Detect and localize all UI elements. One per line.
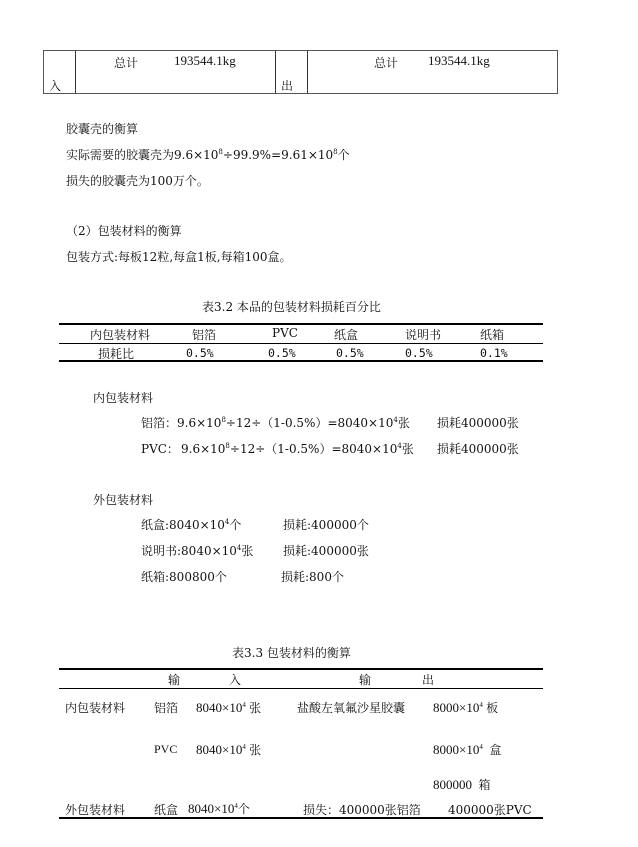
unit: 张 [397,416,410,430]
carton-loss: 损耗:800个 [281,570,344,584]
exponent: 8 [225,442,230,450]
table-3-3-caption: 表3.3 包装材料的衡算 [232,646,351,660]
table-rule [59,688,543,689]
exponent: 4 [242,743,246,751]
data-cell: 0.1% [480,346,508,360]
r1-item: 铝箔 [154,701,179,715]
value: 8040×10 [196,742,243,757]
pvc-label: PVC： [141,442,179,456]
exponent: 4 [242,701,246,709]
foil-label: 铝箔： [141,416,178,430]
exponent: 8 [218,148,223,156]
unit: 张 [401,442,414,456]
data-cell: 0.5% [405,346,433,360]
output-total-label: 总计 [374,56,399,70]
r2-item: PVC [154,742,178,756]
carton-quantity: 纸箱:800800个 [141,570,227,584]
data-cell: 0.5% [268,346,296,360]
exponent: 4 [234,802,238,810]
formula-part: ÷12÷（1-0.5%）=8040×10 [229,442,398,456]
formula-part: 9.6×10 [177,416,222,430]
leaflet-loss: 损耗:400000张 [283,544,369,558]
formula-part: 9.6×10 [181,442,226,456]
leaflet-value: 说明书:8040×10 [141,544,237,558]
value: 8040×10 [196,700,243,715]
capsule-heading: 胶囊壳的衡算 [66,122,139,136]
exponent: 4 [393,416,398,424]
exponent: 4 [397,442,402,450]
packaging-heading: （2）包装材料的衡算 [66,224,182,238]
r4-value [188,800,250,817]
r4-loss-2: 400000张PVC [448,803,532,817]
box-value: 纸盒:8040×10 [141,518,225,532]
data-cell: 0.5% [336,346,364,360]
data-cell: 0.5% [186,346,214,360]
r1-product: 盐酸左氧氟沙星胶囊 [297,701,406,715]
r4-category: 外包装材料 [65,803,126,817]
r1-out-value [433,699,498,716]
capsule-line-1-suffix: 个 [337,148,350,162]
r4-item: 纸盒 [154,803,179,817]
header-output-1: 输 [359,673,372,687]
value: 8040×10 [188,801,235,816]
r1-category: 内包装材料 [65,701,126,715]
r1-value [196,699,261,716]
header-input-2: 入 [229,673,242,687]
exponent: 4 [479,701,483,709]
foil-calculation [141,414,410,431]
header-input-1: 输 [168,673,181,687]
r2-value [196,741,261,758]
exponent: 4 [479,743,483,751]
table-rule [59,323,543,325]
exponent: 4 [236,544,242,552]
table-rule [59,343,543,344]
exponent: 8 [333,148,338,156]
formula-part: ÷12÷（1-0.5%）=8040×10 [225,416,394,430]
unit: 板 [486,701,499,715]
output-total-value: 193544.1kg [428,53,490,68]
value: 800000 [433,777,472,792]
capsule-line-1-mid: ÷99.9%=9.61×10 [222,148,334,162]
table-rule [59,668,543,670]
unit: 盒 [489,743,502,757]
unit: 张 [249,743,262,757]
unit: 个 [237,802,250,816]
balance-total-table [43,50,558,94]
box-quantity [141,516,241,533]
capsule-line-1-prefix: 实际需要的胶囊壳为9.6×10 [66,148,219,162]
r2-out-value [433,741,501,758]
pvc-calculation [141,440,414,457]
inner-packaging-heading: 内包装材料 [93,391,154,405]
foil-loss: 损耗400000张 [437,416,519,430]
table-divider [75,51,76,93]
unit: 个 [229,518,242,532]
data-cell: 损耗比 [98,347,135,361]
header-cell: 说明书 [405,328,442,342]
table-divider [275,51,276,93]
r3-out-value [433,776,491,793]
input-label: 入 [49,79,62,93]
pvc-loss: 损耗400000张 [437,442,519,456]
outer-packaging-heading: 外包装材料 [93,493,154,507]
table-divider [307,51,308,93]
header-cell: 纸盒 [334,328,359,342]
input-total-label: 总计 [114,56,139,70]
packaging-method: 包装方式:每板12粒,每盒1板,每箱100盒。 [66,250,292,264]
capsule-line-2: 损失的胶囊壳为100万个。 [66,174,209,188]
header-output-2: 出 [422,673,435,687]
output-label: 出 [281,79,294,93]
header-cell: PVC [272,326,298,340]
unit: 张 [249,701,262,715]
value: 8000×10 [433,742,480,757]
exponent: 4 [224,518,230,526]
r4-loss: 损失：400000张铝箔 [303,803,421,817]
value: 8000×10 [433,700,480,715]
unit: 箱 [478,778,491,792]
leaflet-quantity [141,542,253,559]
header-cell: 内包装材料 [90,328,151,342]
exponent: 8 [221,416,226,424]
box-loss: 损耗:400000个 [283,518,369,532]
capsule-line-1 [66,146,350,163]
header-cell: 纸箱 [480,328,505,342]
table-3-2-caption: 表3.2 本品的包装材料损耗百分比 [202,300,381,314]
input-total-value: 193544.1kg [174,53,236,68]
header-cell: 铝箔 [192,328,217,342]
unit: 张 [241,544,254,558]
